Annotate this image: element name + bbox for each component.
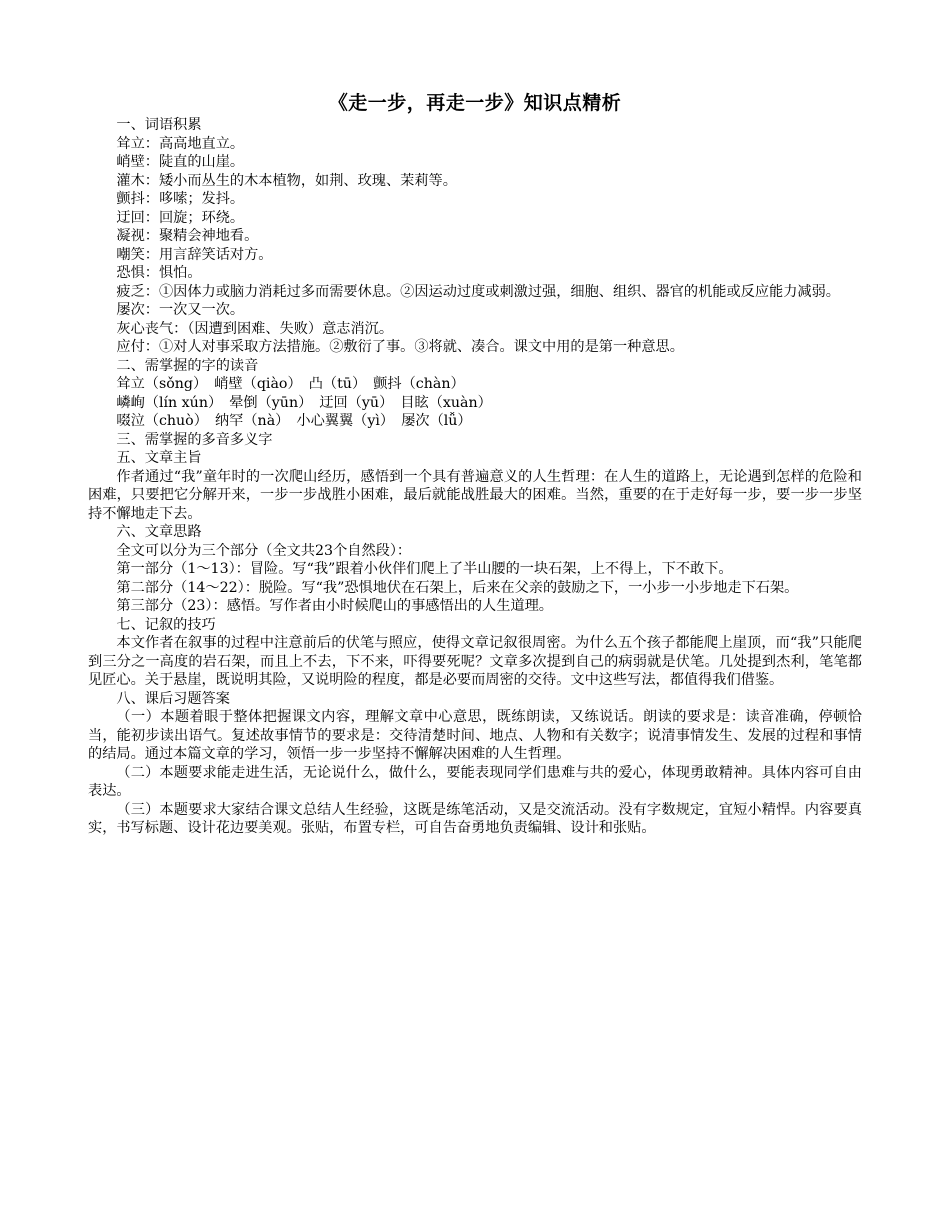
vocab-entry: 颤抖：哆嗦；发抖。 (116, 191, 245, 207)
vocab-entry: 峭壁：陡直的山崖。 (116, 154, 245, 170)
vocab-entry: 凝视：聚精会神地看。 (116, 228, 259, 244)
vocab-entry: 嘲笑：用言辞笑话对方。 (116, 246, 273, 263)
vocab-entry: 耸立：高高地直立。 (116, 135, 245, 152)
section-heading-narrative: 七、记叙的技巧 (116, 616, 216, 633)
section-heading-exercises: 八、课后习题答案 (116, 690, 230, 707)
document-body (88, 116, 862, 838)
section-heading-vocabulary: 一、词语积累 (116, 117, 202, 133)
section-heading-structure: 六、文章思路 (116, 524, 202, 540)
theme-paragraph: 作者通过“我”童年时的一次爬山经历，感悟到一个具有普遍意义的人生哲理：在人生的道路上，无论遇到怎样的危险和困难，只要把它分解开来，一步一步战胜小困难，最后就能战胜最大的困难。当然，重要的在于走好每一步，要一步一步坚持不懈地走下去。 (88, 468, 862, 522)
vocab-entry: 恐惧：惧怕。 (116, 265, 202, 281)
structure-part-one: 第一部分（1～13）：冒险。写“我”跟着小伙伴们爬上了半山腰的一块石架，上不得上，下不敢下。 (116, 561, 733, 577)
pronunciation-line: 嶙峋（lín xún） 晕倒（yūn） 迂回（yū） 目眩（xuàn） (116, 394, 492, 411)
document-title: 《走一步，再走一步》知识点精析 (328, 92, 622, 114)
section-heading-theme: 五、文章主旨 (116, 450, 202, 466)
section-heading-pronunciation: 二、需掌握的字的读音 (116, 357, 259, 374)
structure-paragraph: 全文可以分为三个部分（全文共23个自然段）： (116, 542, 412, 559)
vocab-entry: 应付：①对人对事采取方法措施。②敷衍了事。③将就、凑合。课文中用的是第一种意思。 (116, 339, 684, 355)
pronunciation-line: 耸立（sǒng） 峭壁（qiào） 凸（tū） 颤抖（chàn） (116, 376, 465, 392)
structure-part-two: 第二部分（14～22）：脱险。写“我”恐惧地伏在石架上，后来在父亲的鼓励之下，一小步一小步地走下石架。 (116, 579, 799, 596)
vocab-entry: 屡次：一次又一次。 (116, 302, 245, 318)
section-heading-polyphonic: 三、需掌握的多音多义字 (116, 431, 273, 448)
exercise-answer-two: （二）本题要求能走进生活，无论说什么，做什么，要能表现同学们患难与共的爱心，体现勇敢精神。具体内容可自由表达。 (88, 764, 862, 799)
document-page (88, 90, 862, 838)
exercise-answer-one: （一）本题着眼于整体把握课文内容，理解文章中心意思，既练朗读，又练说话。朗读的要求是：读音准确，停顿恰当，能初步读出语气。复述故事情节的要求是：交待清楚时间、地点、人物和有关数字；说清事情发生、发展的过程和事情的结局。通过本篇文章的学习，领悟一步一步坚持不懈解决困难的人生哲理。 (88, 709, 862, 762)
vocab-entry: 灌木：矮小而丛生的木本植物，如荆、玫瑰、茉莉等。 (116, 172, 457, 189)
pronunciation-line: 啜泣（chuò） 纳罕（nà） 小心翼翼（yì） 屡次（lǚ） (116, 413, 472, 429)
vocab-entry: 迂回：回旋；环绕。 (116, 209, 245, 226)
vocab-entry: 疲乏：①因体力或脑力消耗过多而需要休息。②因运动过度或刺激过强，细胞、组织、器官的机能或反应能力减弱。 (116, 283, 840, 300)
narrative-paragraph: 本文作者在叙事的过程中注意前后的伏笔与照应，使得文章记叙很周密。为什么五个孩子都能爬上崖顶，而“我”只能爬到三分之一高度的岩石架，而且上不去，下不来，吓得要死呢？文章多次提到自己的病弱就是伏笔。几处提到杰利，笔笔都见匠心。关于悬崖，既说明其险，又说明险的程度，都是必要而周密的交待。文中这些写法，都值得我们借鉴。 (88, 635, 862, 688)
vocab-entry: 灰心丧气：（因遭到困难、失败）意志消沉。 (116, 320, 394, 337)
structure-part-three: 第三部分（23）：感悟。写作者由小时候爬山的事感悟出的人生道理。 (116, 598, 553, 614)
exercise-answer-three: （三）本题要求大家结合课文总结人生经验，这既是练笔活动，又是交流活动。没有字数规定，宜短小精悍。内容要真实，书写标题、设计花边要美观。张贴，布置专栏，可自告奋勇地负责编辑、设计和张贴。 (88, 801, 862, 836)
